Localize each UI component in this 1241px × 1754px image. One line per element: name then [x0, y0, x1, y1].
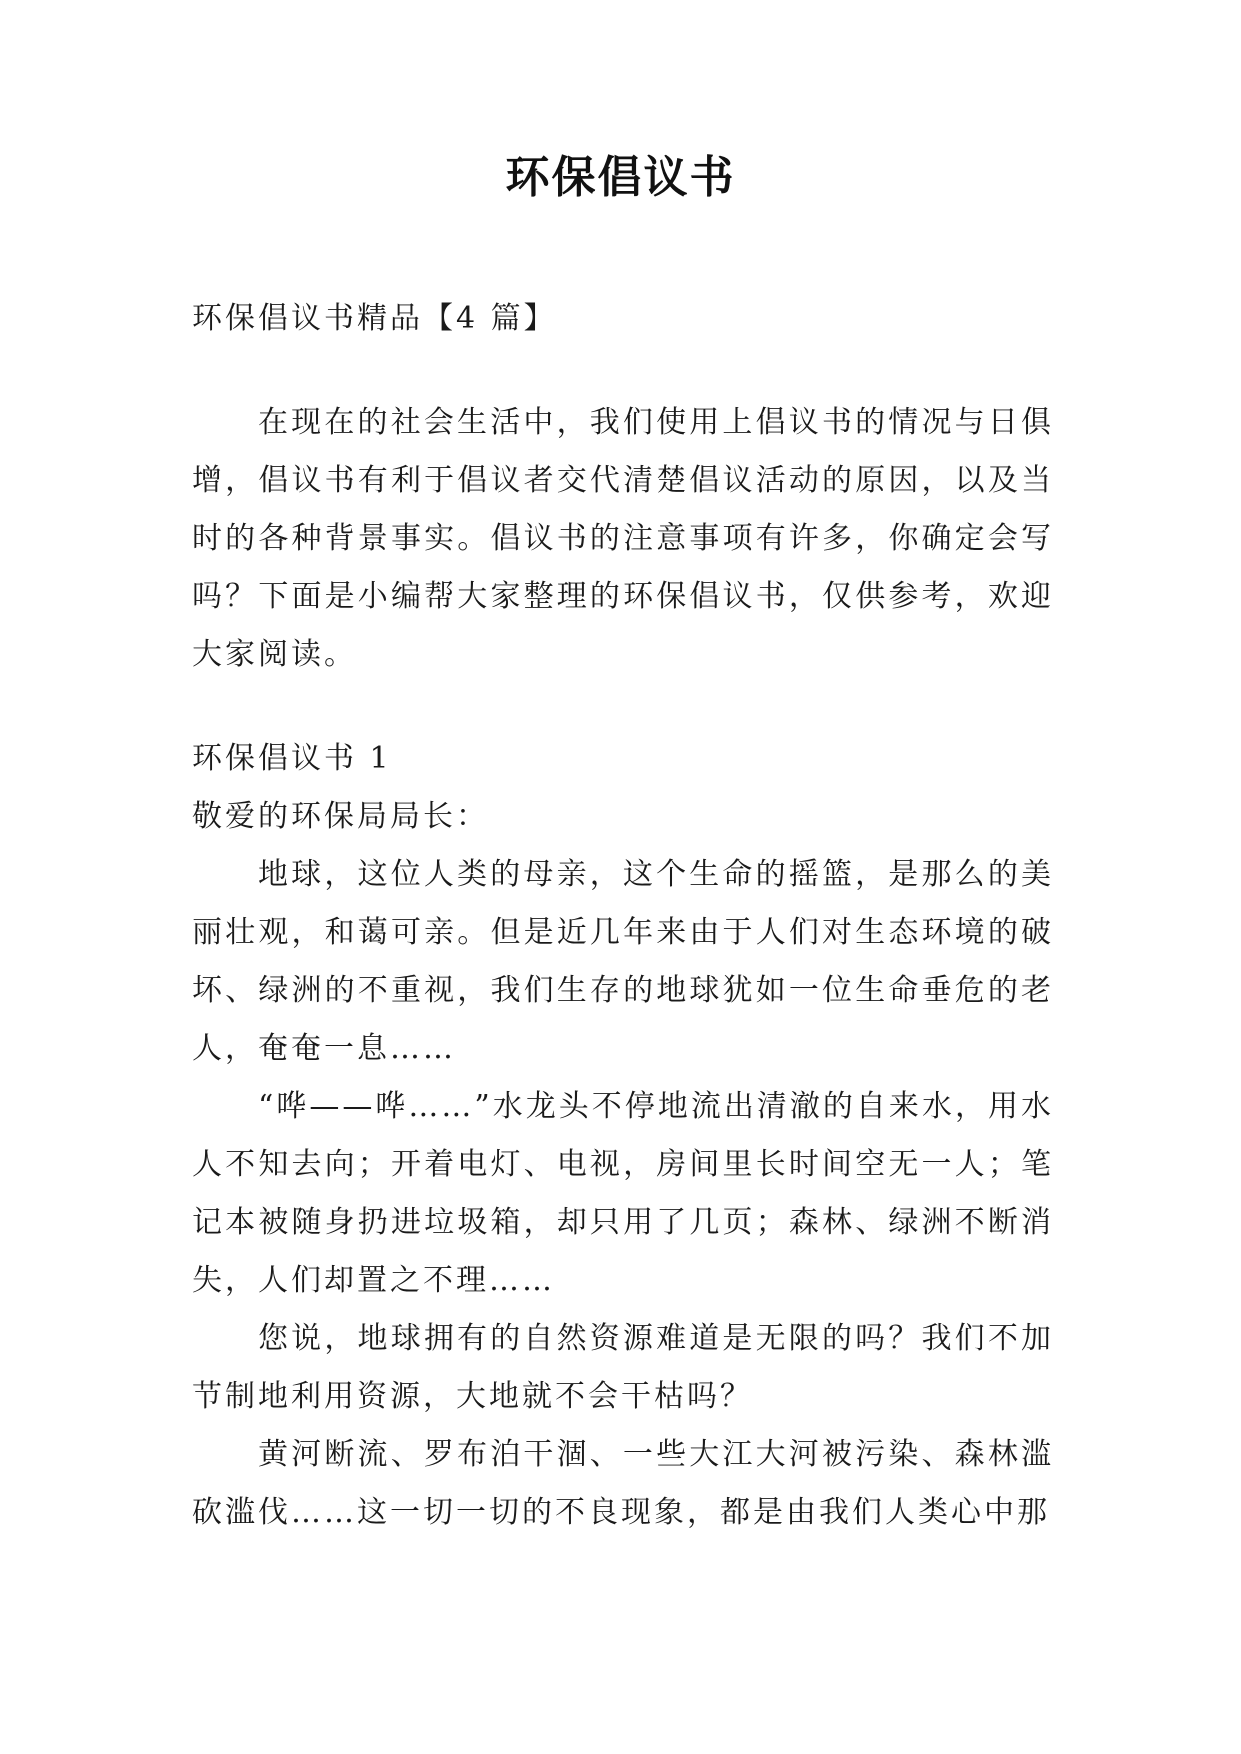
section-heading: 环保倡议书 1: [192, 741, 392, 776]
body-paragraph: “哗——哗……”水龙头不停地流出清澈的自来水，用水人不知去向；开着电灯、电视，房间里长时间空无一人；笔记本被随身扔进垃圾箱，却只用了几页；森林、绿洲不断消失，人们却置之不理……: [192, 1089, 1054, 1298]
intro-paragraph: 在现在的社会生活中，我们使用上倡议书的情况与日俱增，倡议书有利于倡议者交代清楚倡议活动的原因，以及当时的各种背景事实。倡议书的注意事项有许多，你确定会写吗？下面是小编帮大家整理的环保倡议书，仅供参考，欢迎大家阅读。: [192, 405, 1054, 672]
body-paragraph: 黄河断流、罗布泊干涸、一些大江大河被污染、森林滥砍滥伐……这一切一切的不良现象，都是由我们人类心中那: [192, 1437, 1054, 1530]
document-subtitle: 环保倡议书精品【4 篇】: [192, 301, 557, 336]
salutation: 敬爱的环保局局长：: [192, 799, 489, 834]
document-body: [192, 290, 1054, 1542]
body-paragraph: 地球，这位人类的母亲，这个生命的摇篮，是那么的美丽壮观，和蔼可亲。但是近几年来由于人们对生态环境的破坏、绿洲的不重视，我们生存的地球犹如一位生命垂危的老人，奄奄一息……: [192, 857, 1054, 1066]
body-paragraph: 您说，地球拥有的自然资源难道是无限的吗？我们不加节制地利用资源，大地就不会干枯吗？: [192, 1321, 1054, 1414]
document-title: 环保倡议书: [505, 152, 736, 203]
